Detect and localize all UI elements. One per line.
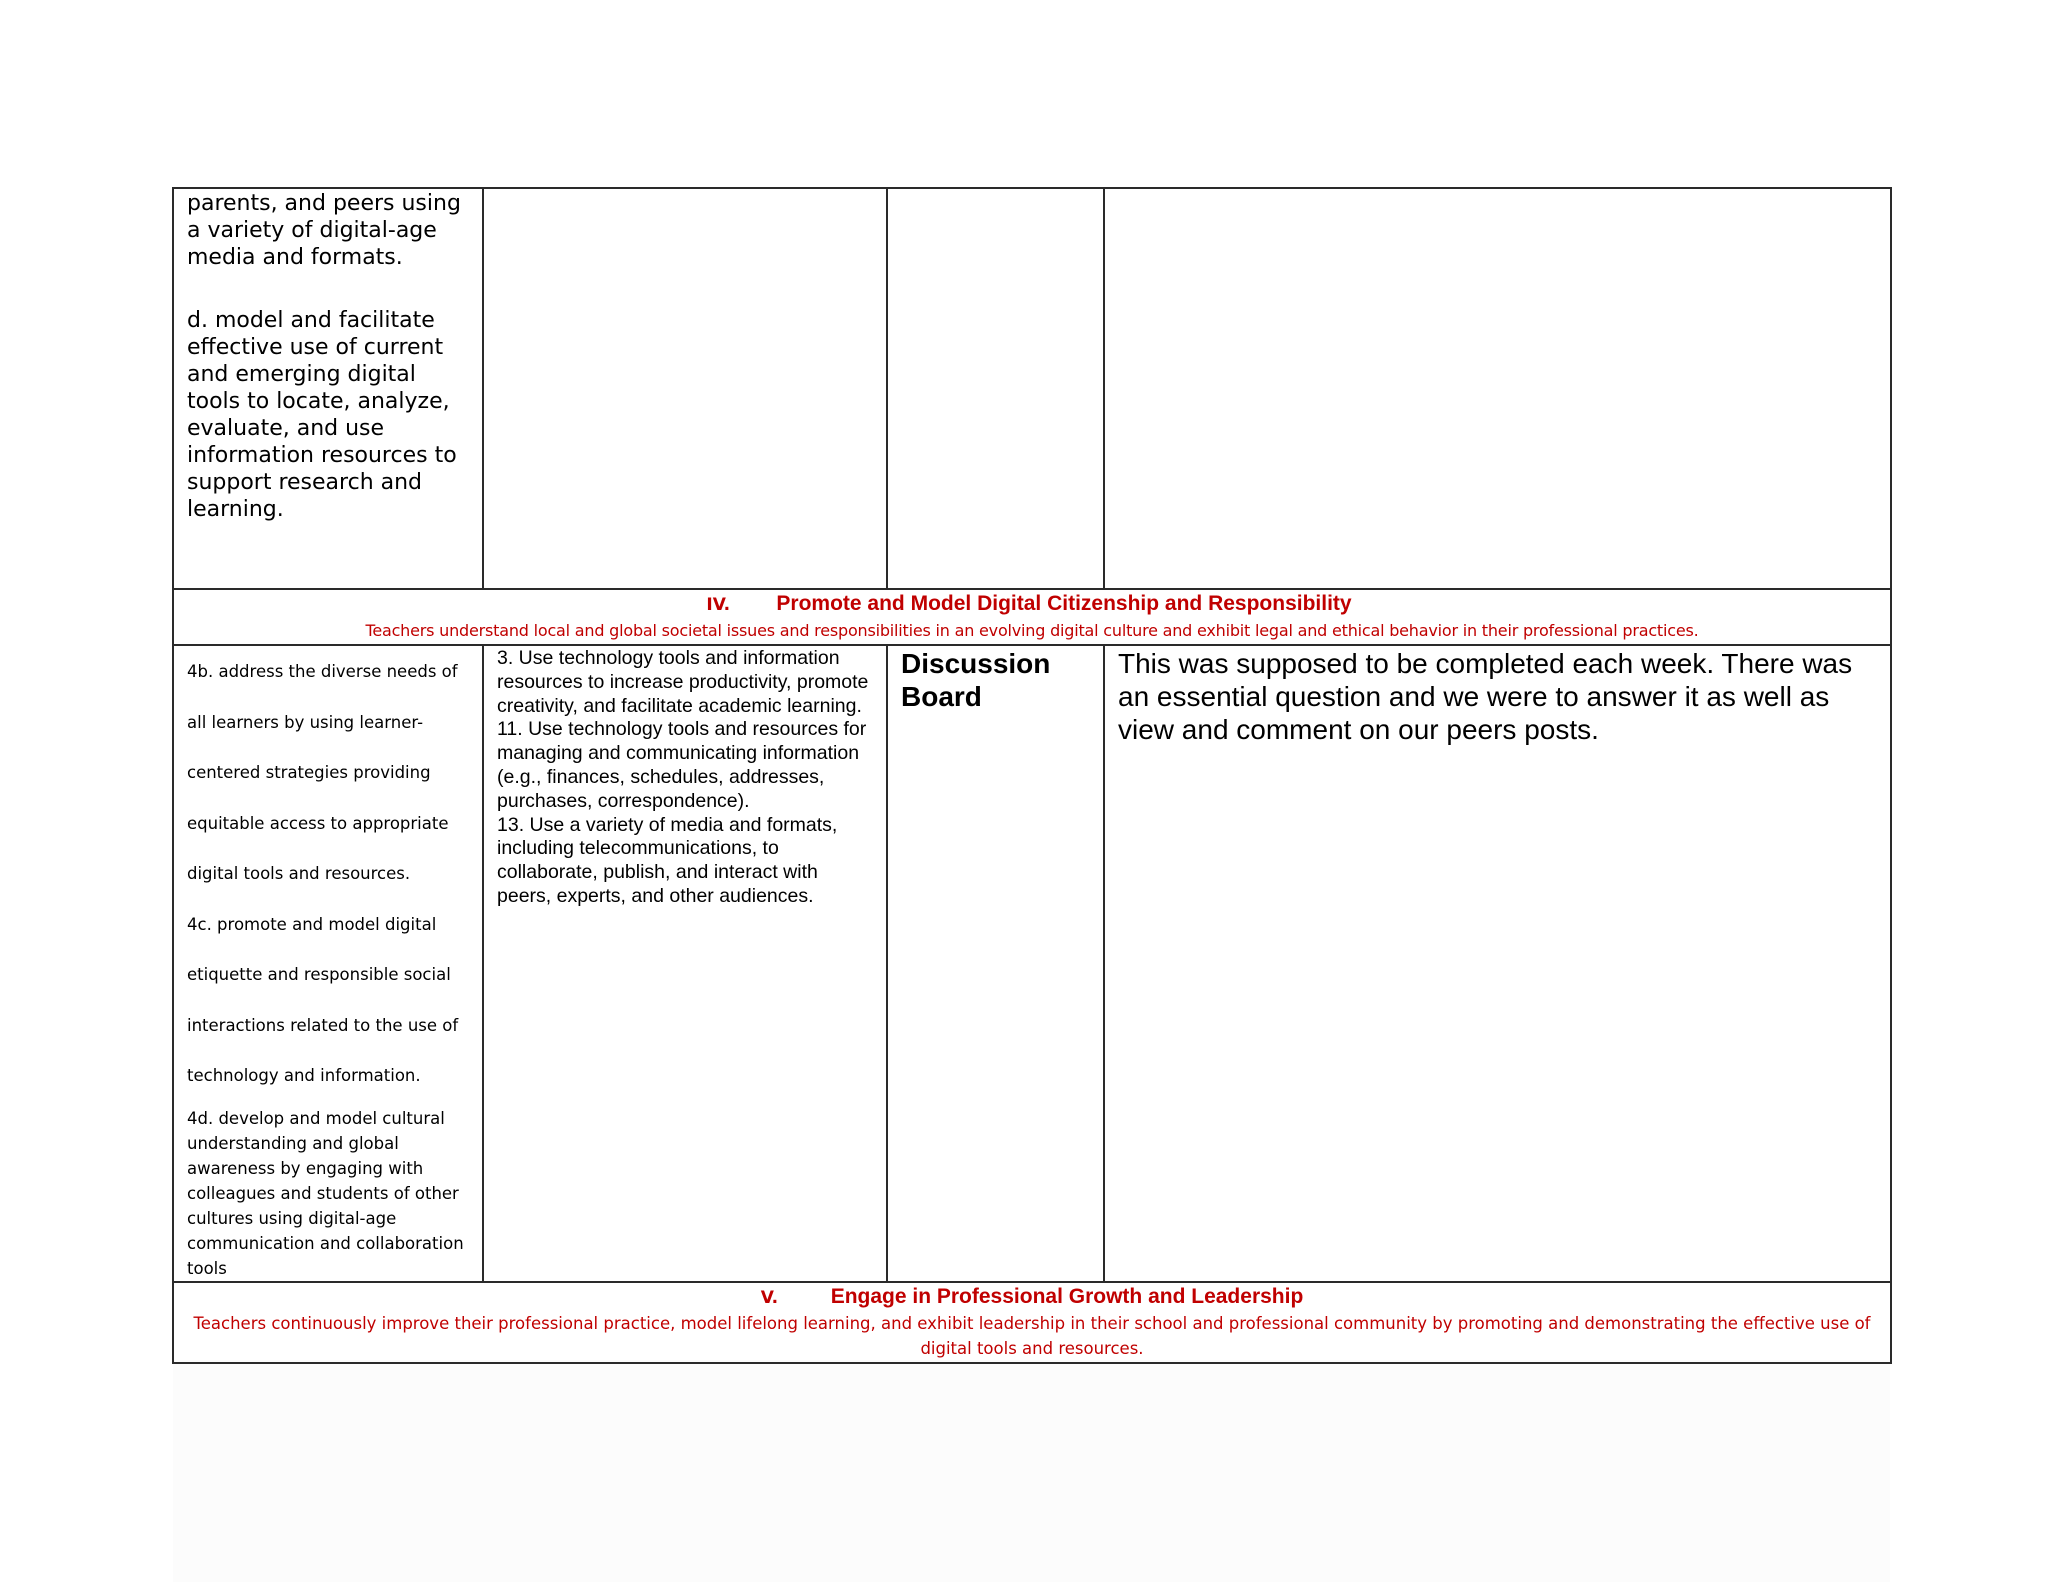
section-header-row: [173, 1282, 1891, 1363]
activity-cell: [887, 645, 1104, 1282]
section-title: Promote and Model Digital Citizenship and Responsibility: [776, 592, 1352, 615]
page-bottom-band: [173, 1360, 1890, 1582]
section-description: Teachers understand local and global societal issues and responsibilities in an evolving digital culture and exhibit legal and ethical behavior in their professional practices.: [365, 621, 1699, 640]
standards-line: centered strategies providing: [187, 763, 431, 782]
description-cell: [1104, 645, 1891, 1282]
standards-table: [172, 187, 1892, 1364]
activity-description: This was supposed to be completed each week. There was an essential question and we were to answer it as well as view and comment on our peers posts.: [1118, 648, 1853, 745]
standards-line: 4b. address the diverse needs of: [187, 662, 458, 681]
section-number: IV.: [706, 595, 731, 615]
proficiency-item: 11. Use technology tools and resources for managing and communicating information (e.g., finances, schedules, addresses, purchases, correspondence).: [497, 718, 867, 812]
section-title: Engage in Professional Growth and Leadership: [830, 1284, 1304, 1308]
section-description: Teachers continuously improve their professional practice, model lifelong learning, and exhibit leadership in their school and professional community by promoting and demonstrating the effective use of digital tools and resources.: [193, 1313, 1871, 1358]
proficiencies-cell: [483, 188, 887, 589]
standards-cell: [173, 645, 483, 1282]
section-iv-header: [173, 589, 1891, 645]
standards-line: all learners by using learner-: [187, 712, 424, 732]
activity-cell: [887, 188, 1104, 589]
standards-line: interactions related to the use of: [187, 1015, 459, 1035]
description-cell: [1104, 188, 1891, 589]
section-v-title-line: [186, 1284, 1878, 1311]
standards-line: digital tools and resources.: [187, 864, 411, 883]
standards-line: equitable access to appropriate: [187, 813, 449, 833]
standards-line: 4c. promote and model digital: [187, 914, 437, 934]
proficiency-item: 13. Use a variety of media and formats, including telecommunications, to collaborate, publish, and interact with peers, experts, and other audiences.: [497, 813, 838, 907]
proficiency-item: 3. Use technology tools and information resources to increase productivity, promote creativity, and facilitate academic learning.: [497, 647, 869, 717]
standards-list: [187, 647, 472, 1102]
standards-cell: [173, 188, 483, 589]
table-row-continuation: [173, 188, 1891, 589]
standards-line: technology and information.: [187, 1066, 421, 1085]
section-number: V.: [760, 1287, 779, 1308]
standards-text: parents, and peers using a variety of digital-age media and formats.: [187, 191, 461, 270]
standards-text: d. model and facilitate effective use of current and emerging digital tools to locate, analyze, evaluate, and use information resources to support research and learning.: [187, 308, 457, 522]
section-header-row: [173, 589, 1891, 645]
standards-line: etiquette and responsible social: [187, 965, 451, 984]
activity-title: Discussion Board: [901, 648, 1051, 712]
table-row-section-iv: [173, 645, 1891, 1282]
section-iv-title-line: [186, 591, 1878, 618]
proficiencies-cell: [483, 645, 887, 1282]
section-v-header: [173, 1282, 1891, 1363]
standards-4d: 4d. develop and model cultural understanding and global awareness by engaging with colleagues and students of other cultures using digital-age communication and collaboration tools: [187, 1108, 464, 1278]
